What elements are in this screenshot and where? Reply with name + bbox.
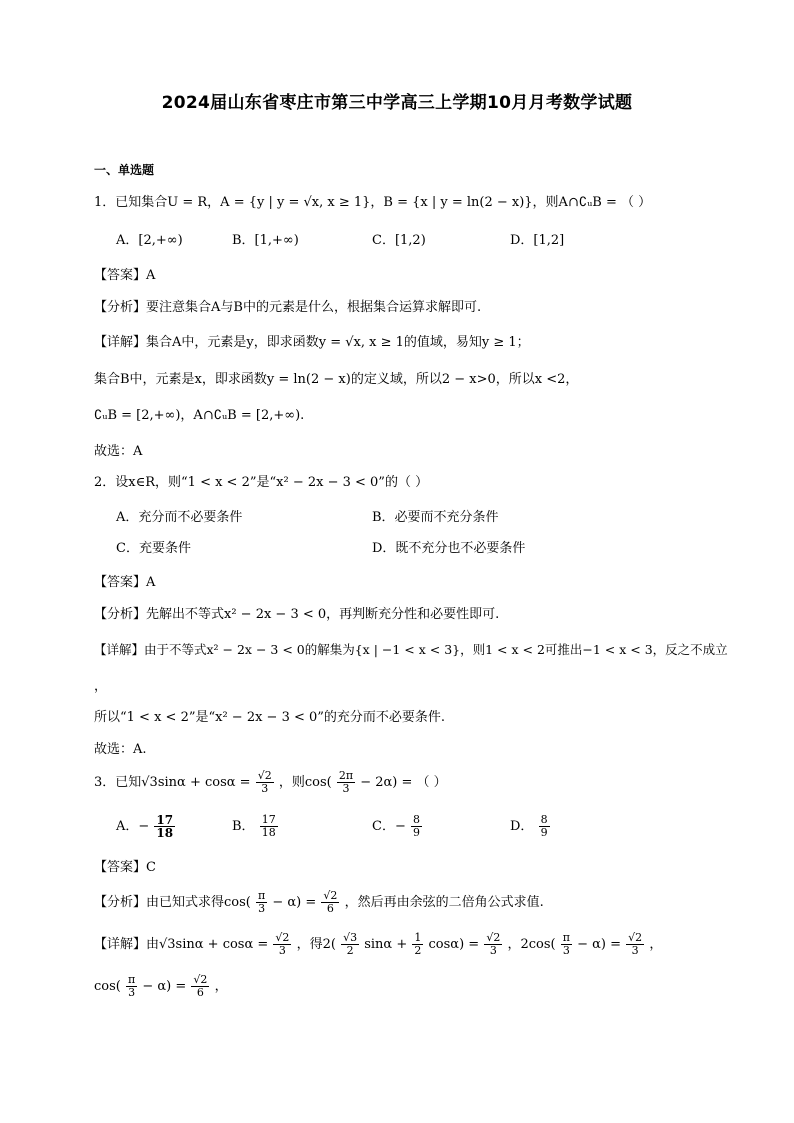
q1-choose: 故选：A (94, 444, 143, 459)
q1-option-a: A．[2,+∞) (116, 233, 183, 248)
q3-analysis: 【分析】由已知式求得cos( $\frac{\pi}{3}$ − α) = $\frac{√2}{6}$ ，然后再由余弦的二倍角公式求值. (94, 889, 544, 915)
q2-choose: 故选：A. (94, 742, 147, 757)
q3-stem-fraction: $\frac{√2}{3}$ (257, 769, 272, 795)
q3-option-c: C．− $\frac{8}{9}$ (372, 813, 420, 839)
q3-option-d: D． $\frac{8}{9}$ (510, 813, 548, 839)
q3-option-a: A．− $\frac{17}{18}$ (116, 813, 174, 840)
q2-answer: 【答案】A (94, 575, 156, 590)
q2-stem: 2．设x∈R，则“1 < x < 2”是“x² − 2x − 3 < 0”的（ ） (94, 475, 429, 490)
q3-stem: 3．已知√3sinα + cosα = $\frac{√2}{3}$ ，则cos( $\frac{2\pi}{3}$ − 2α) = （ ） (94, 769, 447, 795)
q1-detail-3: ∁ᵤB = [2,+∞)，A∩∁ᵤB = [2,+∞). (94, 408, 305, 423)
section-heading: 一、单选题 (94, 163, 155, 177)
page-title: 2024届山东省枣庄市第三中学高三上学期10月月考数学试题 (161, 93, 633, 113)
q3-detail-1: 【详解】由√3sinα + cosα = $\frac{√2}{3}$ ，得2( $\frac{√3}{2}$ sinα + $\frac{1}{2}$ cosα) = $\frac{√2}{3}$ ，2cos( $\frac{\pi}{3}$ − α) = $\frac{√2}{3}$ ， (94, 931, 663, 957)
q3-stem-fraction-2: $\frac{2\pi}{3}$ (338, 769, 354, 795)
q2-option-c: C．充要条件 (116, 541, 191, 556)
q2-detail-1: 【详解】由于不等式x² − 2x − 3 < 0的解集为{x | −1 < x < 3}，则1 < x < 2可推出−1 < x < 3，反之不成立 (94, 642, 728, 657)
q3-detail-2: cos( $\frac{\pi}{3}$ − α) = $\frac{√2}{6}$ ， (94, 973, 228, 999)
q2-detail-2: 所以“1 < x < 2”是“x² − 2x − 3 < 0”的充分而不必要条件. (94, 710, 446, 725)
q1-option-c: C．[1,2) (372, 233, 426, 248)
q1-detail-2: 集合B中，元素是x，即求函数y = ln(2 − x)的定义域，所以2 − x>0，所以x <2， (94, 372, 579, 387)
q3-answer: 【答案】C (94, 860, 156, 875)
q3-option-b: B． $\frac{17}{18}$ (232, 813, 276, 839)
q1-answer: 【答案】A (94, 268, 156, 283)
q2-option-b: B．必要而不充分条件 (372, 510, 499, 525)
q1-option-b: B．[1,+∞) (232, 233, 299, 248)
q1-stem: 1．已知集合U = R，A = {y | y = √x, x ≥ 1}，B = {x | y = ln(2 − x)}，则A∩∁ᵤB = （ ） (94, 195, 652, 210)
q2-option-a: A．充分而不必要条件 (116, 510, 243, 525)
q1-analysis: 【分析】要注意集合A与B中的元素是什么，根据集合运算求解即可. (94, 300, 482, 315)
q1-option-d: D．[1,2] (510, 233, 565, 248)
q2-analysis: 【分析】先解出不等式x² − 2x − 3 < 0，再判断充分性和必要性即可. (94, 607, 500, 622)
q2-option-d: D．既不充分也不必要条件 (372, 541, 526, 556)
q1-detail-1: 【详解】集合A中，元素是y，即求函数y = √x, x ≥ 1的值域，易知y ≥ 1； (94, 335, 530, 350)
q2-detail-1-cont: ， (94, 679, 108, 694)
